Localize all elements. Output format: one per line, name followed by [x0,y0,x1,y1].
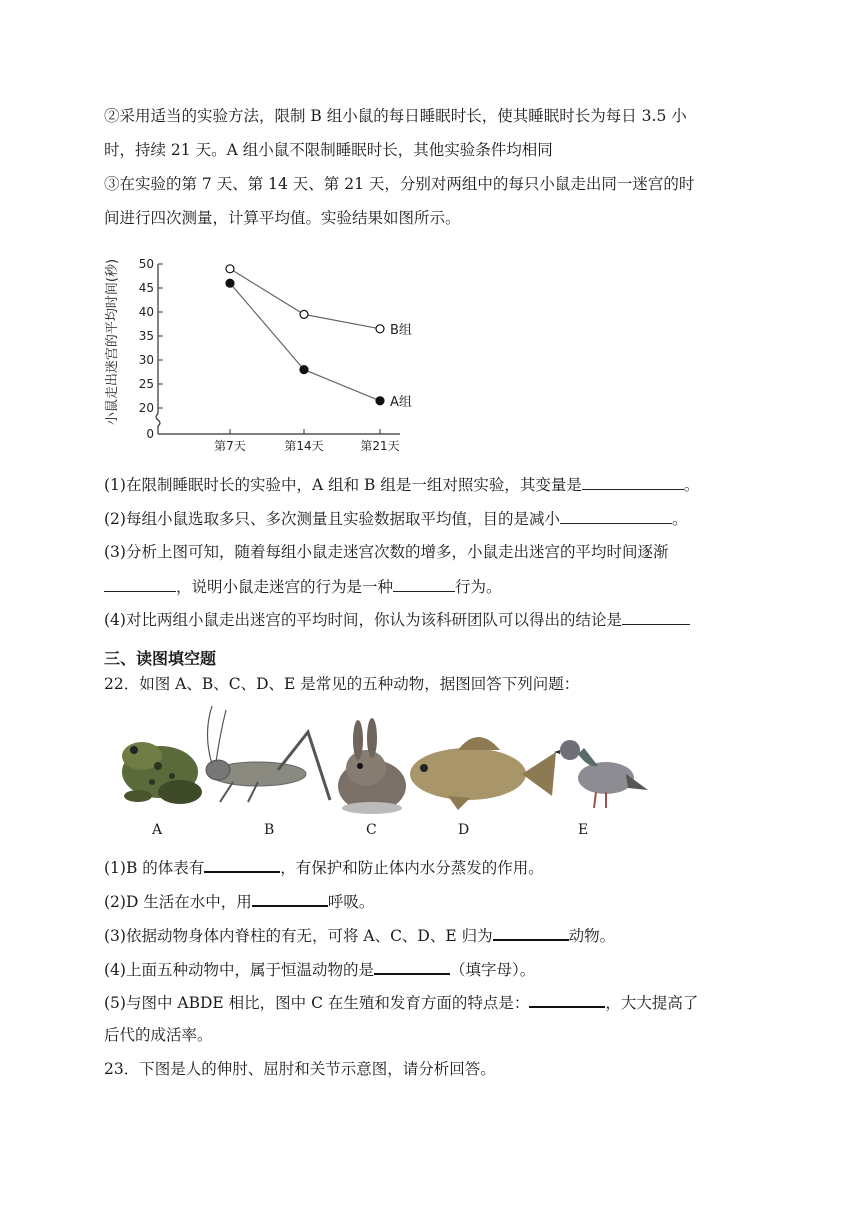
q22-part-5-line-1: (5)与图中 ABDE 相比，图中 C 在生殖和发育方面的特点是： ，大大提高了 [104,990,698,1014]
chart-y-tick-label: 0 [146,427,154,441]
chart-series-line [230,269,380,329]
q21-part-3-line-2: ，说明小鼠走迷宫的行为是一种 行为。 [104,575,502,598]
q22-part-1: (1)B 的体表有 ，有保护和防止体内水分蒸发的作用。 [104,855,544,879]
q21-2-answer-blank[interactable] [560,507,672,524]
q22-5-answer-blank[interactable] [529,990,605,1008]
chart-data-point [376,325,384,333]
chart-y-tick-label: 50 [138,257,154,271]
chart-data-point [300,310,308,318]
frog-image [122,742,202,804]
q21-part-2: (2)每组小鼠选取多只、多次测量且实验数据取平均值，目的是减小 。 [104,507,687,530]
chart-x-tick-label: 第21天 [360,439,400,453]
chart-x-tick-label: 第14天 [284,439,324,453]
grasshopper-image [206,706,330,802]
q22-part-2: (2)D 生活在水中，用 呼吸。 [104,889,374,913]
chart-y-tick-label: 40 [138,305,154,319]
q22-part-4: (4)上面五种动物中，属于恒温动物的是 （填字母）。 [104,957,535,981]
q22-4-answer-blank[interactable] [374,957,450,975]
q21-part-4: (4)对比两组小鼠走出迷宫的平均时间，你认为该科研团队可以得出的结论是 [104,608,690,631]
chart-y-tick-label: 25 [138,377,154,391]
q22-1-answer-blank[interactable] [204,855,280,873]
section-3-heading: 三、读图填空题 [104,649,217,668]
chart-series-label: B组 [390,322,412,338]
chart-data-point [226,265,234,273]
q22-3-answer-blank[interactable] [493,923,569,941]
q21-3-answer-blank-2[interactable] [393,575,455,592]
q22-part-3: (3)依据动物身体内脊柱的有无，可将 A、C、D、E 归为 动物。 [104,923,615,947]
q22-2-answer-blank[interactable] [252,889,328,907]
chart-y-tick-label: 45 [138,281,154,295]
intro-step-3-line-2: 间进行四次测量，计算平均值。实验结果如图所示。 [104,209,461,227]
chart-y-tick-label: 20 [138,401,154,415]
chart-y-axis-label: 小鼠走出迷宫的平均时间(秒) [105,258,120,426]
animal-label-e: E [578,822,589,838]
q22-part-5-line-2: 后代的成活率。 [104,1026,213,1044]
q21-1-answer-blank[interactable] [582,473,684,490]
pigeon-image [554,740,648,808]
q22-stem: 22．如图 A、B、C、D、E 是常见的五种动物，据图回答下列问题： [104,675,580,693]
chart-y-tick-label: 30 [138,353,154,367]
q21-part-1: (1)在限制睡眠时长的实验中，A 组和 B 组是一组对照实验，其变量是 。 [104,473,699,496]
q21-part-3-line-1: (3)分析上图可知，随着每组小鼠走迷宫次数的增多，小鼠走出迷宫的平均时间逐渐 [104,543,669,561]
animal-label-a: A [152,822,163,838]
chart-data-point [226,279,234,287]
chart-series-line [230,283,380,401]
chart-series-label: A组 [390,394,412,410]
chart-data-point [376,397,384,405]
animal-label-c: C [366,822,377,838]
chart-y-tick-label: 35 [138,329,154,343]
animal-label-d: D [458,822,470,838]
chart-data-point [300,366,308,374]
intro-step-2-line-1: ②采用适当的实验方法，限制 B 组小鼠的每日睡眠时长，使其睡眠时长为每日 3.5 小 [104,107,687,125]
chart-axis-break [156,414,160,434]
fish-image [410,737,556,810]
q23-stem: 23．下图是人的伸肘、屈肘和关节示意图，请分析回答。 [104,1060,496,1078]
intro-step-2-line-2: 时，持续 21 天。A 组小鼠不限制睡眠时长，其他实验条件均相同 [104,141,553,159]
intro-step-3-line-1: ③在实验的第 7 天、第 14 天、第 21 天，分别对两组中的每只小鼠走出同一迷宫的时 [104,175,695,193]
q21-4-answer-blank[interactable] [622,608,690,625]
rabbit-image [338,718,406,814]
chart-x-tick-label: 第7天 [214,439,246,453]
animal-figure [108,704,668,844]
q21-3-answer-blank-1[interactable] [104,575,176,592]
maze-time-line-chart [100,248,430,460]
animal-label-b: B [264,822,275,838]
